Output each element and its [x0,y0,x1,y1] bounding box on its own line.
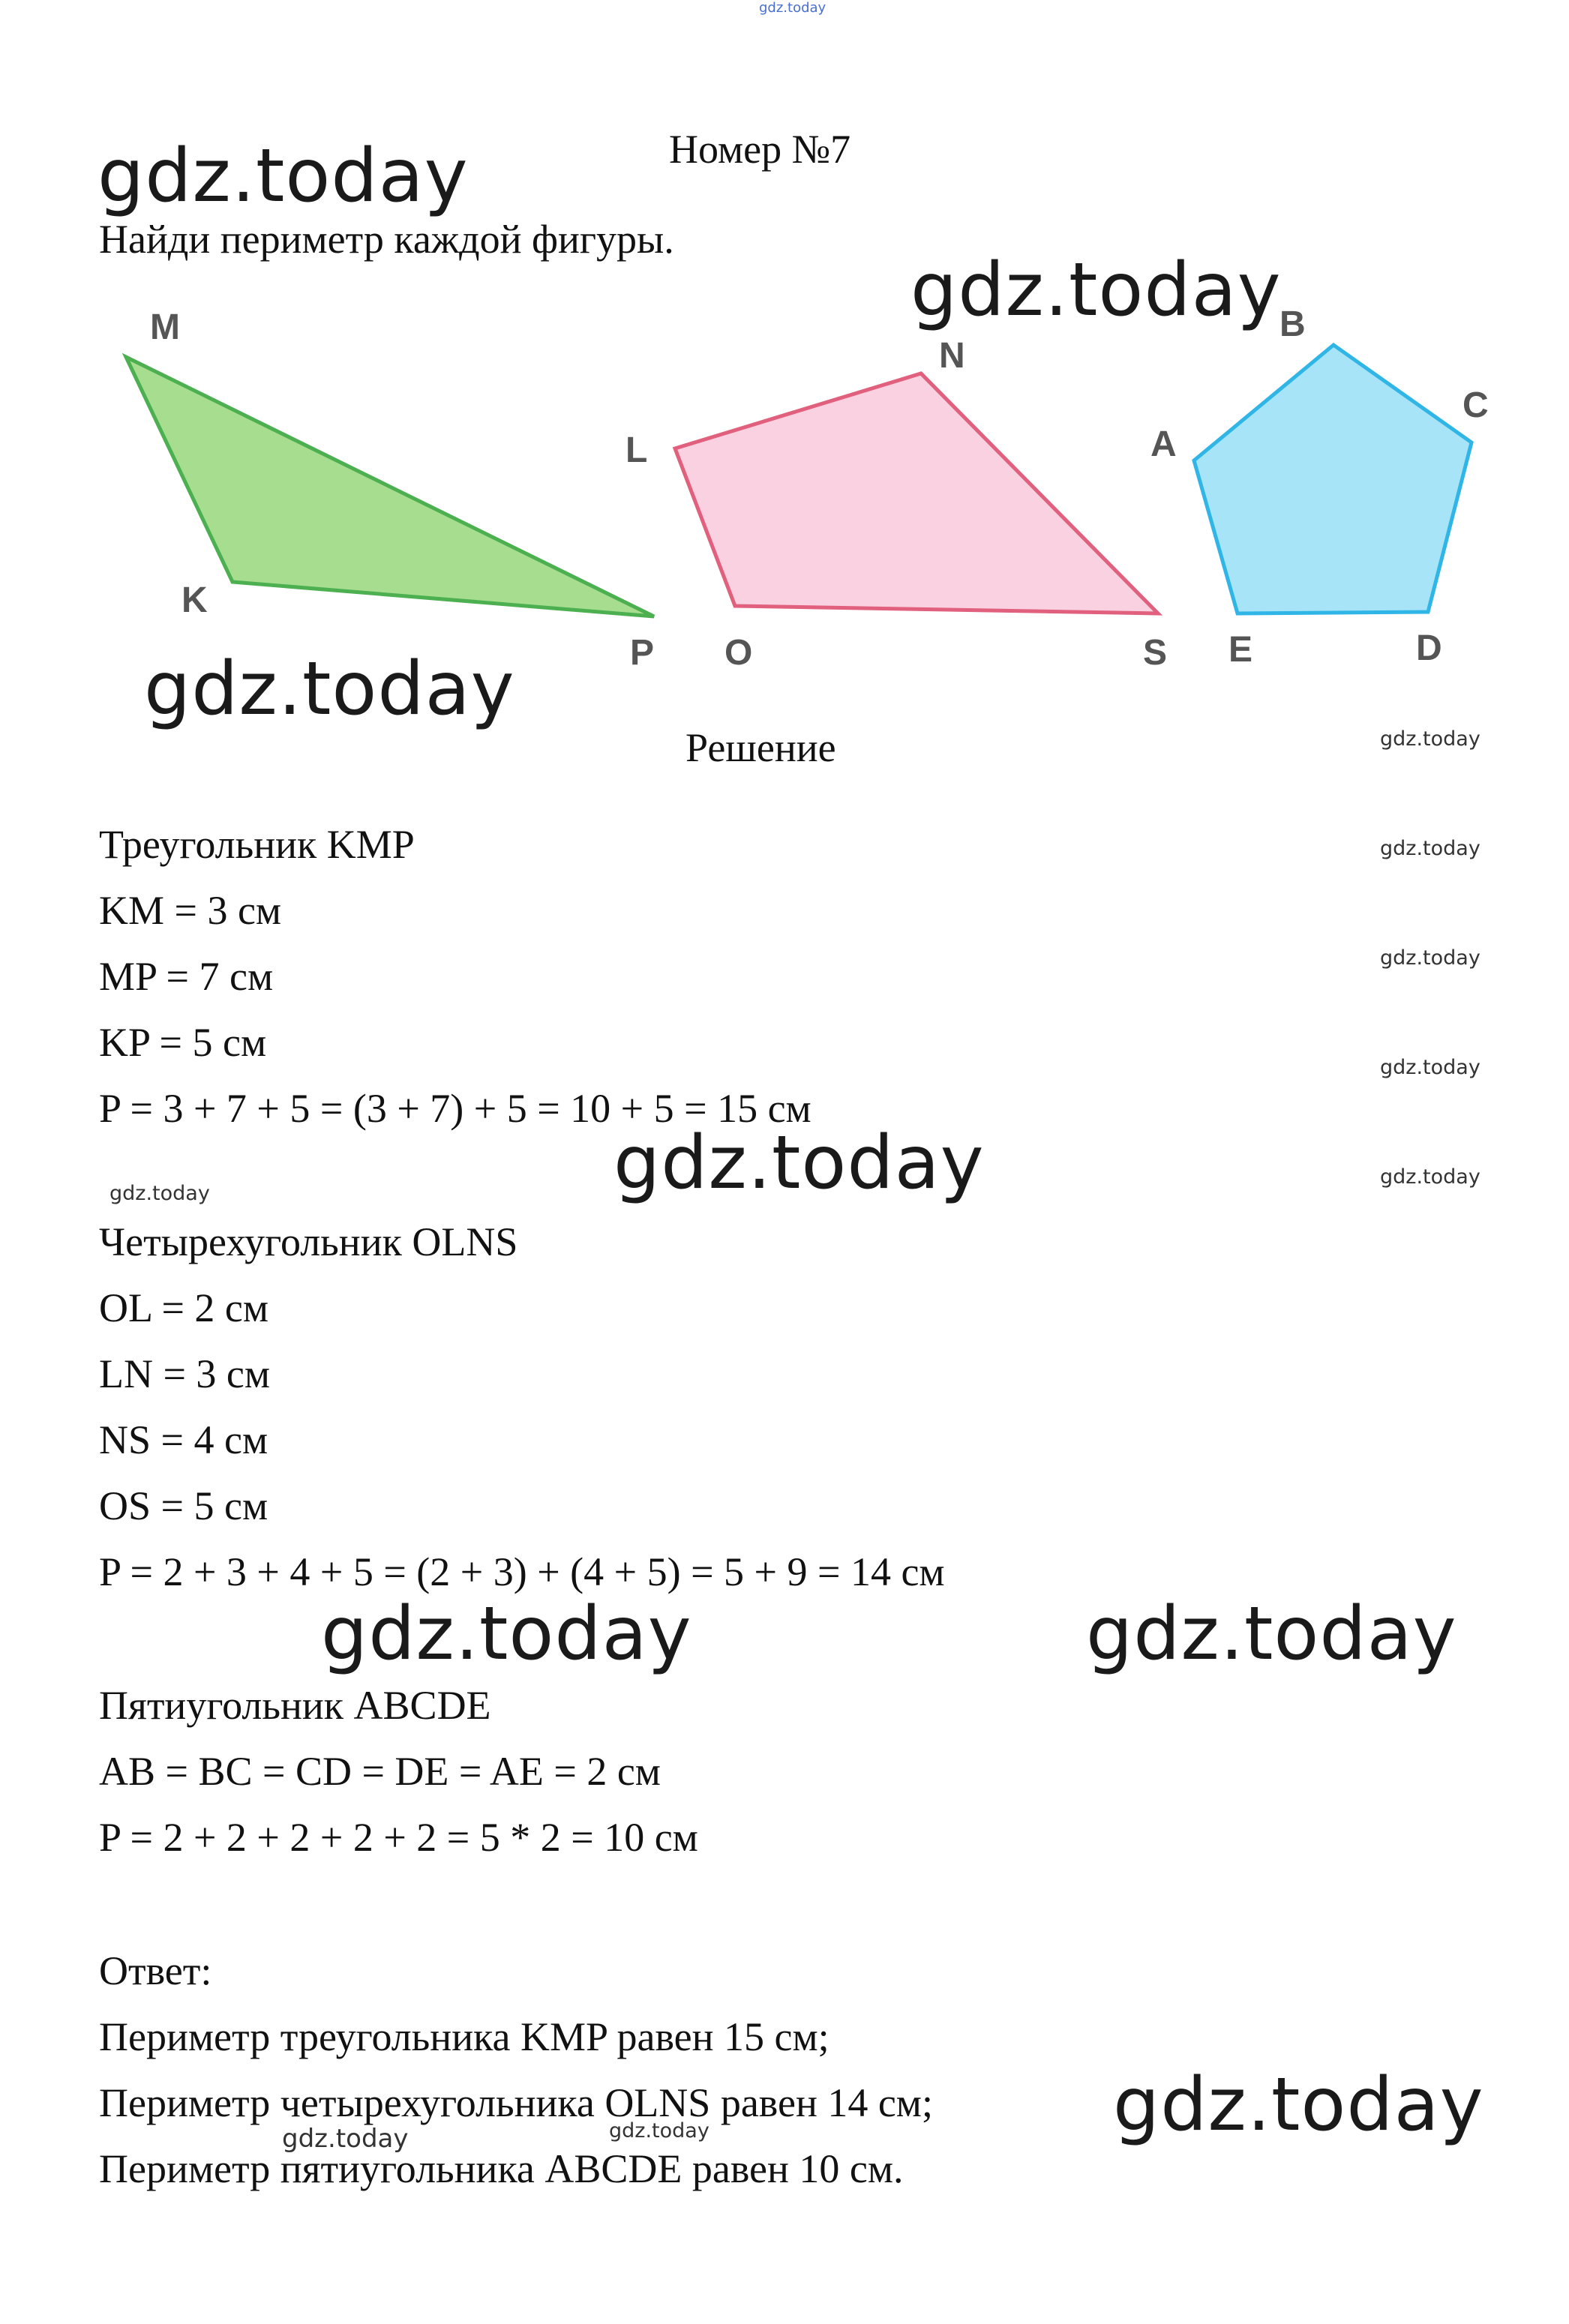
solution-heading: Решение [686,725,836,770]
solution-line: LN = 3 см [99,1351,271,1396]
watermark-small: gdz.today [1380,837,1480,860]
solution-line: AB = BC = CD = DE = AE = 2 см [99,1749,661,1794]
answer-line: Периметр пятиугольника ABCDE равен 10 см. [99,2146,904,2191]
label-c: C [1462,385,1489,425]
solution-line: KP = 5 см [99,1020,267,1065]
pentagon-title: Пятиугольник ABCDE [99,1683,491,1728]
watermark-big: gdz.today [1113,2062,1484,2148]
solution-line: NS = 4 см [99,1417,268,1462]
answer-line: Периметр треугольника KMP равен 15 см; [99,2014,830,2059]
label-e: E [1228,630,1253,670]
watermark-small: gdz.today [282,2124,409,2154]
solution-line: OL = 2 см [99,1285,269,1330]
top-watermark: gdz.today [759,0,826,16]
label-m: M [150,307,180,347]
watermark-small: gdz.today [609,2119,710,2143]
watermark-big: gdz.today [1086,1591,1457,1677]
triangle-kmp [126,357,654,616]
watermark-small: gdz.today [1380,1056,1480,1079]
solution-line: MP = 7 см [99,954,274,999]
triangle-title: Треугольник KMP [99,822,415,867]
label-n: N [939,336,965,376]
label-d: D [1416,628,1442,668]
page-title: Номер №7 [669,127,851,172]
watermark-big: gdz.today [144,646,515,732]
answer-label: Ответ: [99,1948,212,1993]
task-text: Найди периметр каждой фигуры. [99,217,674,262]
label-b: B [1280,304,1306,344]
label-l: L [626,430,648,470]
answer-line: Периметр четырехугольника OLNS равен 14 см; [99,2080,933,2125]
solution-line: KM = 3 см [99,888,282,933]
quad-title: Четырехугольник OLNS [99,1219,518,1264]
watermark-big: gdz.today [321,1591,692,1677]
label-a: A [1150,424,1177,464]
watermark-big: gdz.today [614,1120,985,1206]
watermark-big: gdz.today [910,247,1282,333]
solution-line: P = 2 + 3 + 4 + 5 = (2 + 3) + (4 + 5) = 5 + 9 = 14 см [99,1549,945,1594]
label-s: S [1143,633,1168,673]
watermark-small: gdz.today [1380,946,1480,970]
solution-line: P = 3 + 7 + 5 = (3 + 7) + 5 = 10 + 5 = 15 см [99,1086,812,1131]
solution-line: P = 2 + 2 + 2 + 2 + 2 = 5 * 2 = 10 см [99,1815,698,1860]
figures-illustration [0,0,1569,690]
pentagon-abcde [1194,345,1472,613]
watermark-big: gdz.today [98,133,469,219]
solution-line: OS = 5 см [99,1483,268,1528]
watermark-small: gdz.today [1380,1165,1480,1189]
watermark-small: gdz.today [1380,727,1480,751]
label-o: O [724,633,753,673]
quad-olns [675,373,1158,613]
watermark-small: gdz.today [110,1182,210,1205]
label-p: P [630,633,655,673]
label-k: K [182,580,208,620]
